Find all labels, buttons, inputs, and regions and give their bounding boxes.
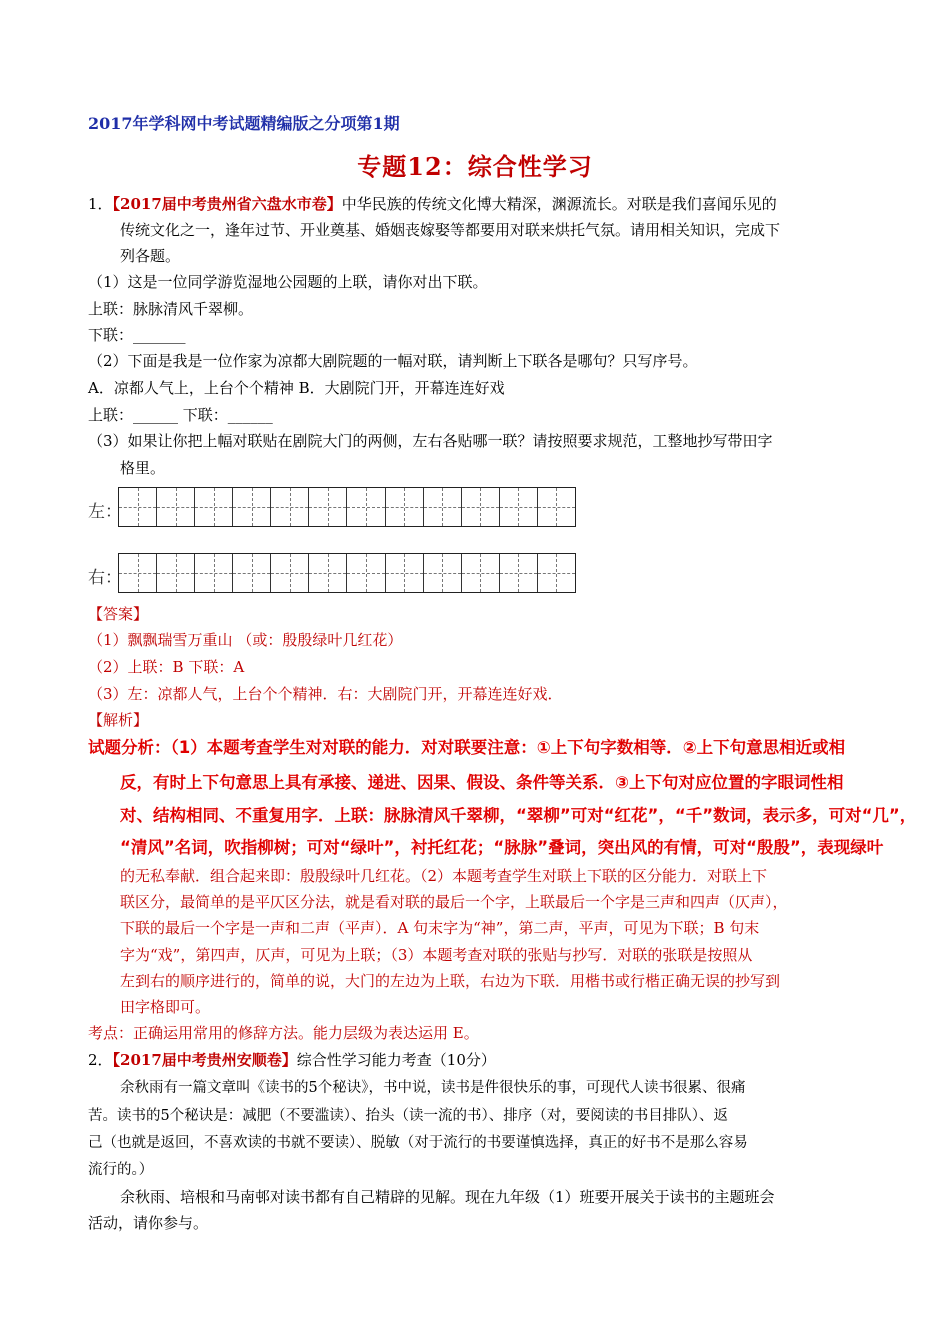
- question-2-first-line: [88, 1050, 496, 1070]
- q2-para1-line-4: 流行的。）: [88, 1162, 154, 1178]
- sub-question-3-line-1: （3）如果让你把上幅对联贴在剧院大门的两侧，左右各贴哪一联？请按照要求规范，工整地抄写带田字: [88, 432, 773, 450]
- question-source: 【2017届中考贵州省六盘水市卷】: [112, 195, 342, 213]
- answer-1: （1）飘飘瑞雪万重山 （或：殷殷绿叶几红花）: [88, 631, 403, 649]
- q2-para2-line-1: 余秋雨、培根和马南邨对读书都有自己精辟的见解。现在九年级（1）班要开展关于读书的主题班会: [120, 1188, 775, 1206]
- analysis-line-3: 对、结构相同、不重复用字．上联：脉脉清风千翠柳，“翠柳”可对“红花”，“千”数词，表示多，可对“几”，: [120, 806, 917, 825]
- grid-label-right: 右：: [88, 568, 122, 588]
- analysis-line-8: 字为“戏”，第四声，仄声，可见为上联；（3）本题考查对联的张贴与抄写．对联的张联是按照从: [120, 946, 753, 964]
- question-1-first-line: [88, 194, 777, 214]
- grid-row-right: [88, 553, 608, 593]
- analysis-line-2: 反，有时上下句意思上具有承接、递进、因果、假设、条件等关系．③上下句对应位置的字眼词性相: [120, 773, 844, 792]
- answer-label: 【答案】: [88, 605, 149, 623]
- question-intro: 综合性学习能力考查（10分）: [296, 1051, 496, 1069]
- q2-para2-line-2: 活动，请你参与。: [88, 1214, 209, 1232]
- sub-question-2-blanks: 上联：______ 下联：______: [88, 406, 273, 424]
- sub-question-2: （2）下面是我是一位作家为凉都大剧院题的一幅对联，请判断上下联各是哪句？只写序号。: [88, 352, 698, 370]
- series-header: 2017年学科网中考试题精编版之分项第1期: [88, 114, 400, 133]
- analysis-line-9: 左到右的顺序进行的，简单的说，大门的左边为上联，右边为下联．用楷书或行楷正确无误的抄写到: [120, 972, 781, 990]
- sub-question-2-options: A．凉都人气上，上台个个精神 B．大剧院门开，开幕连连好戏: [88, 379, 505, 397]
- analysis-line-10: 田字格即可。: [120, 998, 211, 1016]
- analysis-line-4: “清风”名词，吹指柳树；可对“绿叶”，衬托红花；“脉脉”叠词，突出风的有情，可对“殷殷”，表现绿叶: [120, 838, 884, 857]
- exam-point: 考点：正确运用常用的修辞方法。能力层级为表达运用 E。: [88, 1024, 479, 1042]
- question-number: 1．: [88, 195, 113, 213]
- lower-couplet-blank: 下联：_______: [88, 326, 186, 344]
- topic-title: 专题12：综合性学习: [357, 152, 593, 181]
- question-number: 2．: [88, 1051, 113, 1069]
- tianzige-grid-left: [118, 487, 576, 527]
- sub-question-3-line-2: 格里。: [120, 459, 166, 477]
- question-1-intro-line-2: 传统文化之一，逢年过节、开业奠基、婚姻丧嫁娶等都要用对联来烘托气氛。请用相关知识，完成下: [120, 221, 781, 239]
- grid-label-left: 左：: [88, 502, 122, 522]
- sub-question-1: （1）这是一位同学游览湿地公园题的上联，请你对出下联。: [88, 273, 488, 291]
- answer-3: （3）左：凉都人气，上台个个精神．右：大剧院门开，开幕连连好戏．: [88, 685, 563, 703]
- analysis-line-7: 下联的最后一个字是一声和二声（平声）．A 句末字为“神”，第二声，平声，可见为下联；B 句末: [120, 919, 760, 937]
- q2-para1-line-2: 苦。读书的5个秘诀是：减肥（不要滥读）、抬头（读一流的书）、排序（对，要阅读的书目排队）、返: [88, 1108, 728, 1124]
- answer-2: （2）上联：B 下联：A: [88, 658, 245, 676]
- analysis-line-5: 的无私奉献．组合起来即：殷殷绿叶几红花。（2）本题考查学生对联上下联的区分能力．对联上下: [120, 867, 768, 885]
- question-1-intro-line-3: 列各题。: [120, 247, 181, 265]
- analysis-line-6: 联区分，最简单的是平仄区分法，就是看对联的最后一个字，上联最后一个字是三声和四声（仄声），: [120, 893, 788, 911]
- tianzige-grid-right: [118, 553, 576, 593]
- grid-row-left: [88, 487, 608, 527]
- analysis-line-1: 试题分析：（1）本题考查学生对对联的能力．对对联要注意：①上下句字数相等．②上下句意思相近或相: [88, 738, 846, 757]
- q2-para1-line-1: 余秋雨有一篇文章叫《读书的5个秘诀》，书中说，读书是件很快乐的事，可现代人读书很累、很痛: [120, 1080, 746, 1096]
- q2-para1-line-3: 己（也就是返回，不喜欢读的书就不要读）、脱敏（对于流行的书要谨慎选择，真正的好书不是那么容易: [88, 1135, 748, 1151]
- analysis-label: 【解析】: [88, 711, 149, 729]
- question-source: 【2017届中考贵州安顺卷】: [112, 1051, 297, 1069]
- upper-couplet: 上联：脉脉清风千翠柳。: [88, 300, 254, 318]
- question-intro: 中华民族的传统文化博大精深，渊源流长。对联是我们喜闻乐见的: [341, 195, 777, 213]
